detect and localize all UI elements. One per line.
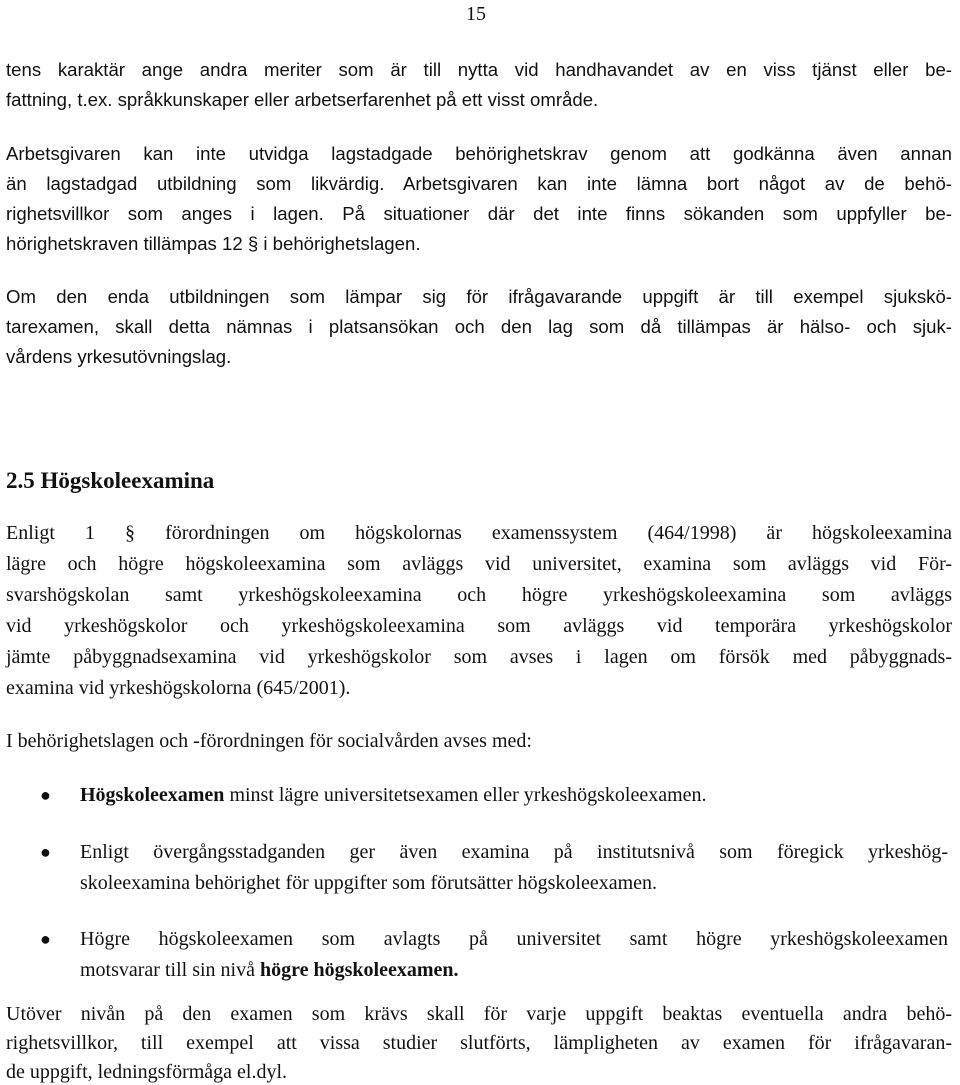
bullet-icon: ● [40,842,51,862]
text-line: Arbetsgivaren kan inte utvidga lagstadgade behörighetskrav genom att godkänna även annan [6,143,952,164]
bold-term: Högskoleexamen [80,784,225,806]
text-line: lägre och högre högskoleexamina som avläggs vid universitet, examina som avläggs vid För- [6,553,952,575]
text-run: motsvarar till sin nivå [80,959,260,981]
text-line: Om den enda utbildningen som lämpar sig för ifrågavarande uppgift är till exempel sjukskö- [6,286,952,307]
text-line: jämte påbyggnadsexamina vid yrkeshögskolor som avses i lagen om försök med påbyggnads- [6,646,952,668]
text-line: hörighetskraven tillämpas 12 § i behörighetslagen. [6,233,421,254]
text-line: Enligt 1 § förordningen om högskolornas examenssystem (464/1998) är högskoleexamina [6,522,952,544]
paragraph-5: I behörighetslagen och -förordningen för socialvården avses med: [6,730,532,752]
text-line: skoleexamina behörighet för uppgifter som förutsätter högskoleexamen. [80,872,658,894]
bullet-icon: ● [40,785,51,805]
bold-term: högre högskoleexamen. [259,959,459,981]
text-line: righetsvillkor, till exempel att vissa studier slutförts, lämpligheten av examen för ifrågavaran- [6,1032,952,1054]
text-line: än lagstadgad utbildning som likvärdig. Arbetsgivaren kan inte lämna bort något av de behö- [6,173,952,194]
text-line: vårdens yrkesutövningslag. [6,346,232,367]
text-line: Högre högskoleexamen som avlagts på universitet samt högre yrkeshögskoleexamen [80,928,948,950]
text-line: fattning, t.ex. språkkunskaper eller arbetserfarenhet på ett visst område. [6,89,599,110]
text-line: tens karaktär ange andra meriter som är till nytta vid handhavandet av en viss tjänst eller be- [6,59,952,80]
text-run: minst lägre universitetsexamen eller yrkeshögskoleexamen. [224,784,707,806]
text-line [80,782,707,808]
page-number: 15 [466,3,486,25]
text-line: righetsvillkor som anges i lagen. På situationer där det inte finns sökanden som uppfyller be- [6,203,952,224]
text-line: Enligt övergångsstadganden ger även examina på institutsnivå som föregick yrkeshög- [80,841,948,863]
text-line: svarshögskolan samt yrkeshögskoleexamina och högre yrkeshögskoleexamina som avläggs [6,584,952,606]
text-line: vid yrkeshögskolor och yrkeshögskoleexamina som avläggs vid temporära yrkeshögskolor [6,615,952,637]
bullet-icon: ● [40,929,51,949]
text-line: examina vid yrkeshögskolorna (645/2001). [6,677,351,699]
text-line [80,957,459,983]
text-line: tarexamen, skall detta nämnas i platsansökan och den lag som då tillämpas är hälso- och sjuk- [6,316,952,337]
section-heading: 2.5 Högskoleexamina [6,468,215,493]
text-line: de uppgift, ledningsförmåga el.dyl. [6,1061,288,1083]
text-line: Utöver nivån på den examen som krävs skall för varje uppgift beaktas eventuella andra behö- [6,1003,952,1025]
